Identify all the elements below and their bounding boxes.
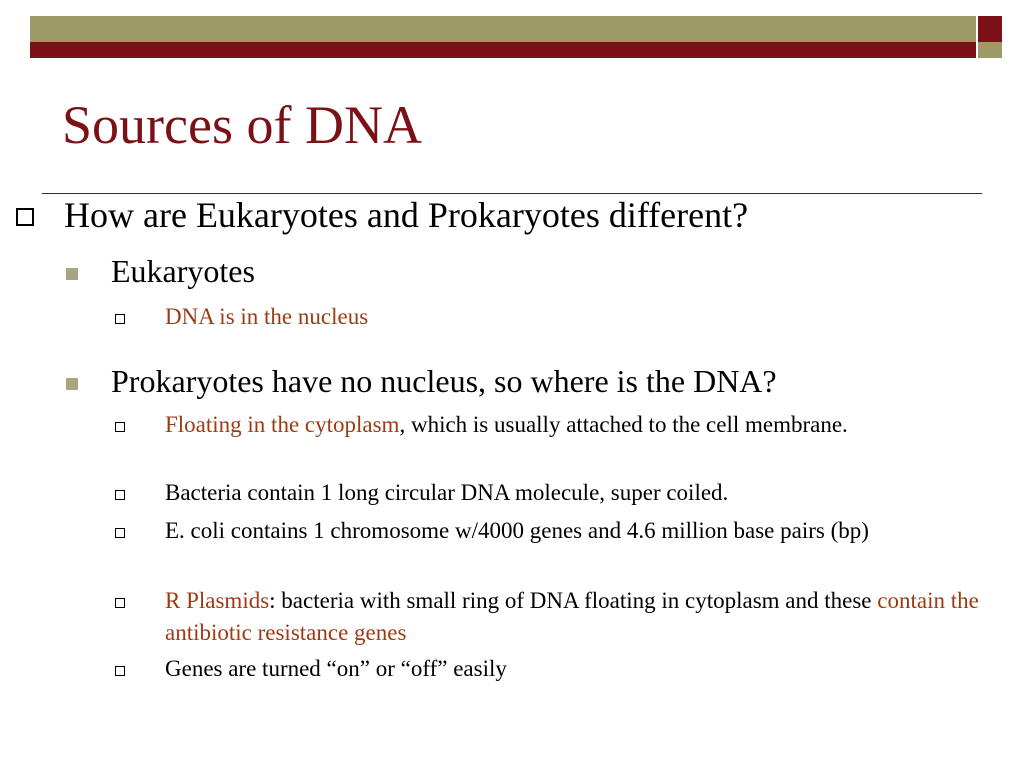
point-4-accent-2: contain the antibiotic resistance genes	[165, 588, 979, 645]
small-hollow-square-bullet-icon	[115, 422, 125, 432]
point-4-mid: : bacteria with small ring of DNA floating in cytoplasm and these	[269, 588, 878, 613]
prokaryotes-heading: Prokaryotes have no nucleus, so where is the DNA?	[111, 363, 777, 399]
small-hollow-square-bullet-icon	[115, 666, 125, 676]
prokaryote-point-3: E. coli contains 1 chromosome w/4000 genes and 4.6 million base pairs (bp)	[165, 518, 869, 543]
point-4-accent: R Plasmids	[165, 588, 270, 613]
slide-title: Sources of DNA	[62, 95, 422, 155]
prokaryote-point-5: Genes are turned “on” or “off” easily	[165, 656, 507, 681]
point-1-rest: , which is usually attached to the cell membrane.	[399, 412, 848, 437]
header-corner-olive	[978, 42, 1002, 58]
header-corner-maroon	[978, 16, 1002, 42]
solid-square-bullet-icon	[66, 268, 78, 280]
eukaryotes-heading: Eukaryotes	[111, 253, 255, 289]
small-hollow-square-bullet-icon	[115, 528, 125, 538]
prokaryote-point-1	[165, 409, 885, 441]
eukaryote-point: DNA is in the nucleus	[165, 304, 369, 329]
small-hollow-square-bullet-icon	[115, 314, 125, 324]
prokaryote-point-2: Bacteria contain 1 long circular DNA molecule, super coiled.	[165, 480, 729, 505]
question-text: How are Eukaryotes and Prokaryotes different?	[64, 195, 749, 235]
point-1-accent: Floating in the cytoplasm	[165, 412, 400, 437]
prokaryote-point-4	[165, 585, 995, 649]
hollow-square-bullet-icon	[16, 208, 34, 226]
header-bar-maroon	[30, 42, 976, 58]
solid-square-bullet-icon	[66, 378, 78, 390]
small-hollow-square-bullet-icon	[115, 598, 125, 608]
title-divider	[42, 193, 982, 194]
header-bar-olive	[30, 16, 976, 42]
small-hollow-square-bullet-icon	[115, 490, 125, 500]
